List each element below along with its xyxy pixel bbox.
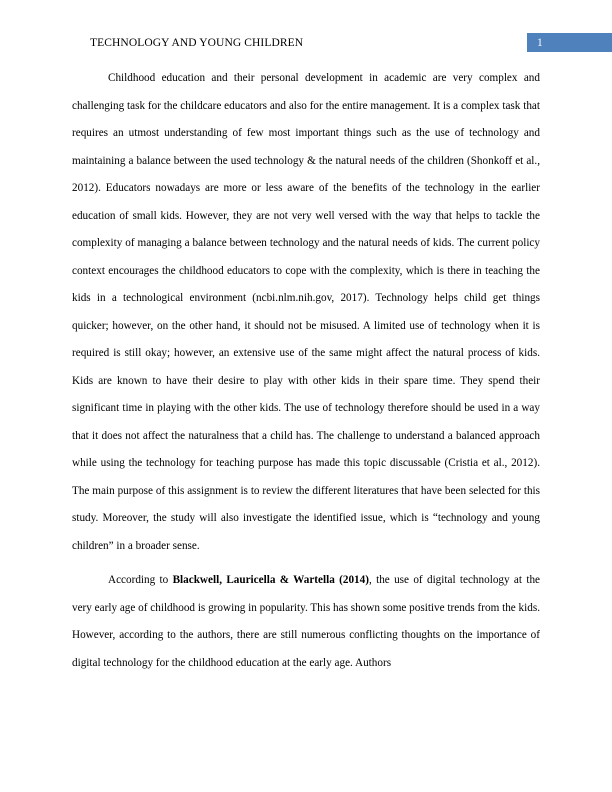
page-number: 1	[537, 37, 543, 49]
body-text	[72, 65, 540, 677]
paragraph-2	[72, 567, 540, 677]
running-head: TECHNOLOGY AND YOUNG CHILDREN	[90, 37, 304, 49]
page-number-box	[527, 33, 612, 52]
paragraph-1: Childhood education and their personal development in academic are very complex and challenging task for the childcare educators and also for the entire management. It is a complex task that requires an utmost understanding of few most important things such as the use of technology and maintaining a balance between the used technology & the natural needs of the children (Shonkoff et al., 2012). Educators nowadays are more or less aware of the benefits of the technology in the earlier education of small kids. However, they are not very well versed with the way that helps to tackle the complexity of managing a balance between technology and the natural needs of kids. The current policy context encourages the childhood educators to cope with the complexity, which is there in teaching the kids in a technological environment (ncbi.nlm.nih.gov, 2017). Technology helps child get things quicker; however, on the other hand, it should not be misused. A limited use of technology when it is required is still okay; however, an extensive use of the same might affect the natural process of kids. Kids are known to have their desire to play with other kids in their spare time. They spend their significant time in playing with the other kids. The use of technology therefore should be used in a way that it does not affect the naturalness that a child has. The challenge to understand a balanced approach while using the technology for teaching purpose has made this topic discussable (Cristia et al., 2012). The main purpose of this assignment is to review the different literatures that have been selected for this study. Moreover, the study will also investigate the identified issue, which is “technology and young children” in a broader sense.	[72, 72, 540, 552]
paragraph-2-rest: , the use of digital technology at the very early age of childhood is growing in popularity. This has shown some positive trends from the kids. However, according to the authors, there are still numerous conflicting thoughts on the importance of digital technology for the childhood education at the early age. Authors	[72, 574, 540, 669]
paragraph-2-lead: According to	[108, 574, 173, 586]
paragraph-2-citation: Blackwell, Lauricella & Wartella (2014)	[172, 574, 369, 586]
